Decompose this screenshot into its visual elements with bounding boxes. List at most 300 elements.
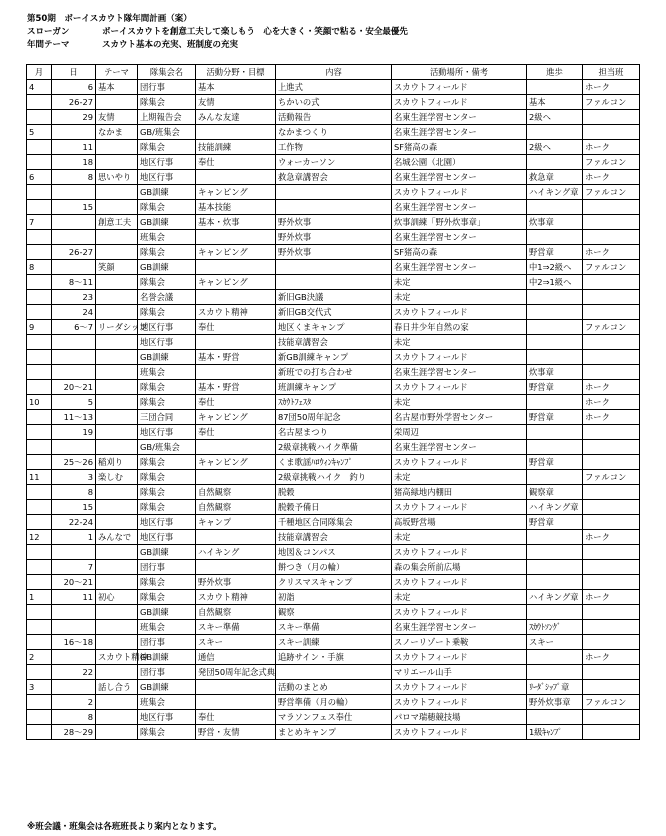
table-row [27,335,640,350]
progress-cell: 野営章 [527,245,583,260]
month-cell [27,485,52,500]
content-cell: スキー準備 [276,620,392,635]
field-cell: キャンプ [196,515,276,530]
field-cell: 野外炊事 [196,575,276,590]
content-cell: ちかいの式 [276,95,392,110]
content-cell: 脱穀 [276,485,392,500]
team-cell: ホーク [583,140,640,155]
place-cell: 未定 [392,530,527,545]
table-row [27,425,640,440]
month-cell [27,200,52,215]
place-cell: 名東生涯学習センター [392,365,527,380]
content-cell: 脱穀予備日 [276,500,392,515]
field-cell: 発団50周年記念式典 [196,665,276,680]
theme-cell [96,275,138,290]
meeting-cell: 隊集会 [138,275,196,290]
progress-cell: 観察章 [527,485,583,500]
meeting-cell: 隊集会 [138,395,196,410]
place-cell: 名東生涯学習センター [392,260,527,275]
field-cell: 奉仕 [196,320,276,335]
meeting-cell: 隊集会 [138,500,196,515]
field-cell: キャンピング [196,185,276,200]
table-row [27,185,640,200]
place-cell: 未定 [392,590,527,605]
content-cell: クリスマスキャンプ [276,575,392,590]
team-cell [583,365,640,380]
month-cell [27,290,52,305]
col-header-field: 活動分野・目標 [196,65,276,80]
meeting-cell: 地区行事 [138,710,196,725]
meeting-cell: 班集会 [138,230,196,245]
table-row [27,500,640,515]
place-cell: 名東生涯学習センター [392,170,527,185]
table-row [27,80,640,95]
theme-cell [96,710,138,725]
theme-cell [96,155,138,170]
field-cell: 奉仕 [196,425,276,440]
place-cell: 未定 [392,335,527,350]
day-cell: 19 [52,425,96,440]
progress-cell [527,605,583,620]
theme-cell [96,545,138,560]
day-cell: 1 [52,530,96,545]
month-cell: 1 [27,590,52,605]
content-cell: 新旧GB交代式 [276,305,392,320]
content-cell: 技能章講習会 [276,335,392,350]
table-row [27,320,640,335]
team-cell: ホーク [583,170,640,185]
meeting-cell: 団行事 [138,665,196,680]
progress-cell: ハイキング章 [527,500,583,515]
table-row [27,635,640,650]
progress-cell: 中1⇒2級へ [527,260,583,275]
theme-cell [96,185,138,200]
day-cell: 7 [52,560,96,575]
theme-cell [96,635,138,650]
day-cell: 3 [52,470,96,485]
field-cell [196,560,276,575]
field-cell [196,335,276,350]
day-cell [52,620,96,635]
table-row [27,215,640,230]
meeting-cell: 地区行事 [138,170,196,185]
progress-cell: 野外炊事章 [527,695,583,710]
progress-cell: 野営章 [527,515,583,530]
meeting-cell: GB訓練 [138,350,196,365]
theme-cell [96,290,138,305]
day-cell [52,335,96,350]
content-cell: 新班での打ち合わせ [276,365,392,380]
content-cell: まとめキャンプ [276,725,392,740]
theme-cell [96,140,138,155]
team-cell: ファルコン [583,260,640,275]
meeting-cell: 隊集会 [138,485,196,500]
day-cell: 15 [52,200,96,215]
meeting-cell: 隊集会 [138,455,196,470]
place-cell: 名城公園（北園） [392,155,527,170]
team-cell: ファルコン [583,470,640,485]
field-cell: キャンピング [196,455,276,470]
meeting-cell: 団行事 [138,635,196,650]
month-cell: 7 [27,215,52,230]
theme-cell [96,395,138,410]
table-row [27,470,640,485]
col-header-content: 内容 [276,65,392,80]
month-cell: 10 [27,395,52,410]
place-cell: 名東生涯学習センター [392,620,527,635]
day-cell [52,215,96,230]
progress-cell: ｽｶｳﾄｿﾝｸﾞ [527,620,583,635]
team-cell [583,680,640,695]
field-cell: 基本・野営 [196,380,276,395]
progress-cell [527,80,583,95]
team-cell [583,515,640,530]
content-cell: 上進式 [276,80,392,95]
table-row [27,410,640,425]
day-cell [52,260,96,275]
month-cell [27,440,52,455]
team-cell [583,455,640,470]
day-cell: 11 [52,590,96,605]
theme-cell: 初心 [96,590,138,605]
day-cell: 24 [52,305,96,320]
day-cell: 8 [52,170,96,185]
month-cell: 4 [27,80,52,95]
place-cell: スカウトフィールド [392,650,527,665]
progress-cell: ハイキング章 [527,185,583,200]
place-cell: SF猪高の森 [392,245,527,260]
theme-cell [96,335,138,350]
place-cell: 名古屋市野外学習センター [392,410,527,425]
team-cell: ファルコン [583,320,640,335]
progress-cell [527,710,583,725]
month-cell [27,695,52,710]
field-cell: 野営・友情 [196,725,276,740]
theme-cell: 基本 [96,80,138,95]
team-cell [583,350,640,365]
progress-cell [527,440,583,455]
field-cell: スキー準備 [196,620,276,635]
progress-cell [527,650,583,665]
team-cell [583,605,640,620]
field-cell: 技能訓練 [196,140,276,155]
place-cell: スカウトフィールド [392,350,527,365]
progress-cell [527,425,583,440]
month-cell [27,245,52,260]
month-cell [27,515,52,530]
team-cell: ホーク [583,530,640,545]
progress-cell [527,470,583,485]
meeting-cell: 班集会 [138,365,196,380]
theme-label: 年間テーマ [27,40,70,50]
meeting-cell: 隊集会 [138,470,196,485]
content-cell: 野外炊事 [276,230,392,245]
meeting-cell: 団行事 [138,80,196,95]
table-row [27,650,640,665]
content-cell: 87団50周年記念 [276,410,392,425]
place-cell: スノーリゾート乗鞍 [392,635,527,650]
day-cell: 15 [52,500,96,515]
place-cell: 高坂野営場 [392,515,527,530]
table-row [27,95,640,110]
table-row [27,695,640,710]
theme-text: スカウト基本の充実、班制度の充実 [102,40,239,50]
progress-cell: ﾘｰﾀﾞｼｯﾌﾟ章 [527,680,583,695]
content-cell: ｽｶｳﾄﾌｪｽﾀ [276,395,392,410]
team-cell [583,500,640,515]
table-row [27,710,640,725]
meeting-cell: 隊集会 [138,305,196,320]
day-cell: 6 [52,80,96,95]
table-row [27,560,640,575]
content-cell: 餅つき（月の輪） [276,560,392,575]
content-cell: 救急章講習会 [276,170,392,185]
day-cell [52,440,96,455]
day-cell: 23 [52,290,96,305]
meeting-cell: 隊集会 [138,380,196,395]
content-cell: 2級章挑戦ハイク 釣り [276,470,392,485]
team-cell [583,560,640,575]
meeting-cell: 上期報告会 [138,110,196,125]
table-row [27,275,640,290]
day-cell: 26-27 [52,95,96,110]
place-cell: スカウトフィールド [392,725,527,740]
day-cell [52,650,96,665]
field-cell: スカウト精神 [196,305,276,320]
content-cell: 初詣 [276,590,392,605]
team-cell [583,440,640,455]
month-cell [27,365,52,380]
field-cell: キャンピング [196,275,276,290]
meeting-cell: 三団合同 [138,410,196,425]
theme-cell [96,515,138,530]
col-header-place: 活動場所・備考 [392,65,527,80]
theme-cell [96,620,138,635]
place-cell: 森の集会所前広場 [392,560,527,575]
progress-cell [527,230,583,245]
team-cell: ホーク [583,380,640,395]
day-cell: 8 [52,710,96,725]
day-cell: 11～13 [52,410,96,425]
meeting-cell: 地区行事 [138,155,196,170]
field-cell [196,260,276,275]
theme-cell: リーダシップ [96,320,138,335]
month-cell [27,500,52,515]
content-cell: 名古屋まつり [276,425,392,440]
progress-cell [527,125,583,140]
place-cell: スカウトフィールド [392,380,527,395]
table-row [27,680,640,695]
team-cell [583,230,640,245]
theme-cell [96,365,138,380]
field-cell [196,170,276,185]
month-cell [27,635,52,650]
progress-cell: 野営章 [527,410,583,425]
field-cell [196,530,276,545]
slogan-label: スローガン [27,27,70,37]
team-cell [583,200,640,215]
field-cell: ハイキング [196,545,276,560]
day-cell [52,125,96,140]
theme-cell [96,230,138,245]
content-cell: なかまつくり [276,125,392,140]
meeting-cell: 隊集会 [138,725,196,740]
table-row [27,260,640,275]
team-cell [583,305,640,320]
team-cell [583,425,640,440]
team-cell [583,725,640,740]
place-cell: スカウトフィールド [392,455,527,470]
team-cell: ホーク [583,650,640,665]
day-cell: 20～21 [52,575,96,590]
theme-cell [96,200,138,215]
day-cell: 18 [52,155,96,170]
table-row [27,200,640,215]
month-cell [27,140,52,155]
theme-cell: なかま [96,125,138,140]
content-cell: 追跡サイン・手旗 [276,650,392,665]
team-cell [583,620,640,635]
content-cell [276,185,392,200]
progress-cell: 野営章 [527,380,583,395]
content-cell: 活動報告 [276,110,392,125]
month-cell: 6 [27,170,52,185]
day-cell: 11 [52,140,96,155]
theme-cell [96,95,138,110]
table-row [27,530,640,545]
place-cell: マリエール山手 [392,665,527,680]
day-cell: 26-27 [52,245,96,260]
meeting-cell: 隊集会 [138,590,196,605]
table-row [27,545,640,560]
content-cell: 地図＆コンパス [276,545,392,560]
month-cell [27,455,52,470]
field-cell: 基本技能 [196,200,276,215]
field-cell [196,695,276,710]
theme-cell: 思いやり [96,170,138,185]
content-cell: 新GB訓練キャンプ [276,350,392,365]
theme-cell: 友情 [96,110,138,125]
table-row [27,350,640,365]
meeting-cell: 隊集会 [138,245,196,260]
field-cell: 自然観察 [196,500,276,515]
day-cell [52,230,96,245]
field-cell: 奉仕 [196,395,276,410]
place-cell: 炊事訓練「野外炊事章」 [392,215,527,230]
theme-cell [96,350,138,365]
month-cell [27,665,52,680]
progress-cell: 中2⇒1級へ [527,275,583,290]
day-cell [52,365,96,380]
place-cell: スカウトフィールド [392,305,527,320]
place-cell: スカウトフィールド [392,80,527,95]
team-cell [583,275,640,290]
table-row [27,230,640,245]
place-cell: 名東生涯学習センター [392,125,527,140]
table-row [27,305,640,320]
field-cell [196,365,276,380]
place-cell: 名東生涯学習センター [392,440,527,455]
meeting-cell: 隊集会 [138,200,196,215]
meeting-cell: 名誉会議 [138,290,196,305]
field-cell [196,290,276,305]
table-row [27,365,640,380]
meeting-cell: 地区行事 [138,320,196,335]
field-cell: 基本 [196,80,276,95]
place-cell: スカウトフィールド [392,545,527,560]
progress-cell [527,395,583,410]
table-row [27,590,640,605]
day-cell [52,185,96,200]
theme-cell [96,605,138,620]
progress-cell: 救急章 [527,170,583,185]
table-row [27,380,640,395]
field-cell: スキー [196,635,276,650]
theme-cell [96,245,138,260]
table-row [27,110,640,125]
footnote: ※班会議・班集会は各班班長より案内となります。 [27,822,222,832]
theme-cell [96,575,138,590]
meeting-cell: 地区行事 [138,530,196,545]
table-row [27,155,640,170]
month-cell [27,575,52,590]
month-cell: 8 [27,260,52,275]
day-cell: 8～11 [52,275,96,290]
month-cell: 3 [27,680,52,695]
theme-cell: 創意工夫 [96,215,138,230]
place-cell: パロマ瑞穂競技場 [392,710,527,725]
theme-cell [96,305,138,320]
col-header-theme: テーマ [96,65,138,80]
day-cell: 29 [52,110,96,125]
table-row [27,605,640,620]
month-cell: 5 [27,125,52,140]
content-cell: 工作物 [276,140,392,155]
day-cell: 28～29 [52,725,96,740]
month-cell: 11 [27,470,52,485]
field-cell: 奉仕 [196,155,276,170]
day-cell: 8 [52,485,96,500]
month-cell [27,560,52,575]
month-cell [27,350,52,365]
meeting-cell: 地区行事 [138,515,196,530]
day-cell: 22 [52,665,96,680]
month-cell [27,725,52,740]
team-cell: ファルコン [583,185,640,200]
team-cell [583,635,640,650]
meeting-cell: GB/班集会 [138,440,196,455]
table-row [27,665,640,680]
field-cell: キャンピング [196,410,276,425]
table-body [27,80,640,740]
team-cell: ファルコン [583,695,640,710]
progress-cell: 1級ｷｬﾝﾌﾟ [527,725,583,740]
content-cell: 活動のまとめ [276,680,392,695]
progress-cell [527,560,583,575]
progress-cell [527,155,583,170]
month-cell [27,230,52,245]
team-cell: ファルコン [583,95,640,110]
content-cell [276,200,392,215]
day-cell: 16～18 [52,635,96,650]
progress-cell: 2級へ [527,140,583,155]
col-header-month: 月 [27,65,52,80]
content-cell: 観察 [276,605,392,620]
day-cell: 25～26 [52,455,96,470]
progress-cell: 基本 [527,95,583,110]
theme-cell [96,725,138,740]
progress-cell: 野営章 [527,455,583,470]
